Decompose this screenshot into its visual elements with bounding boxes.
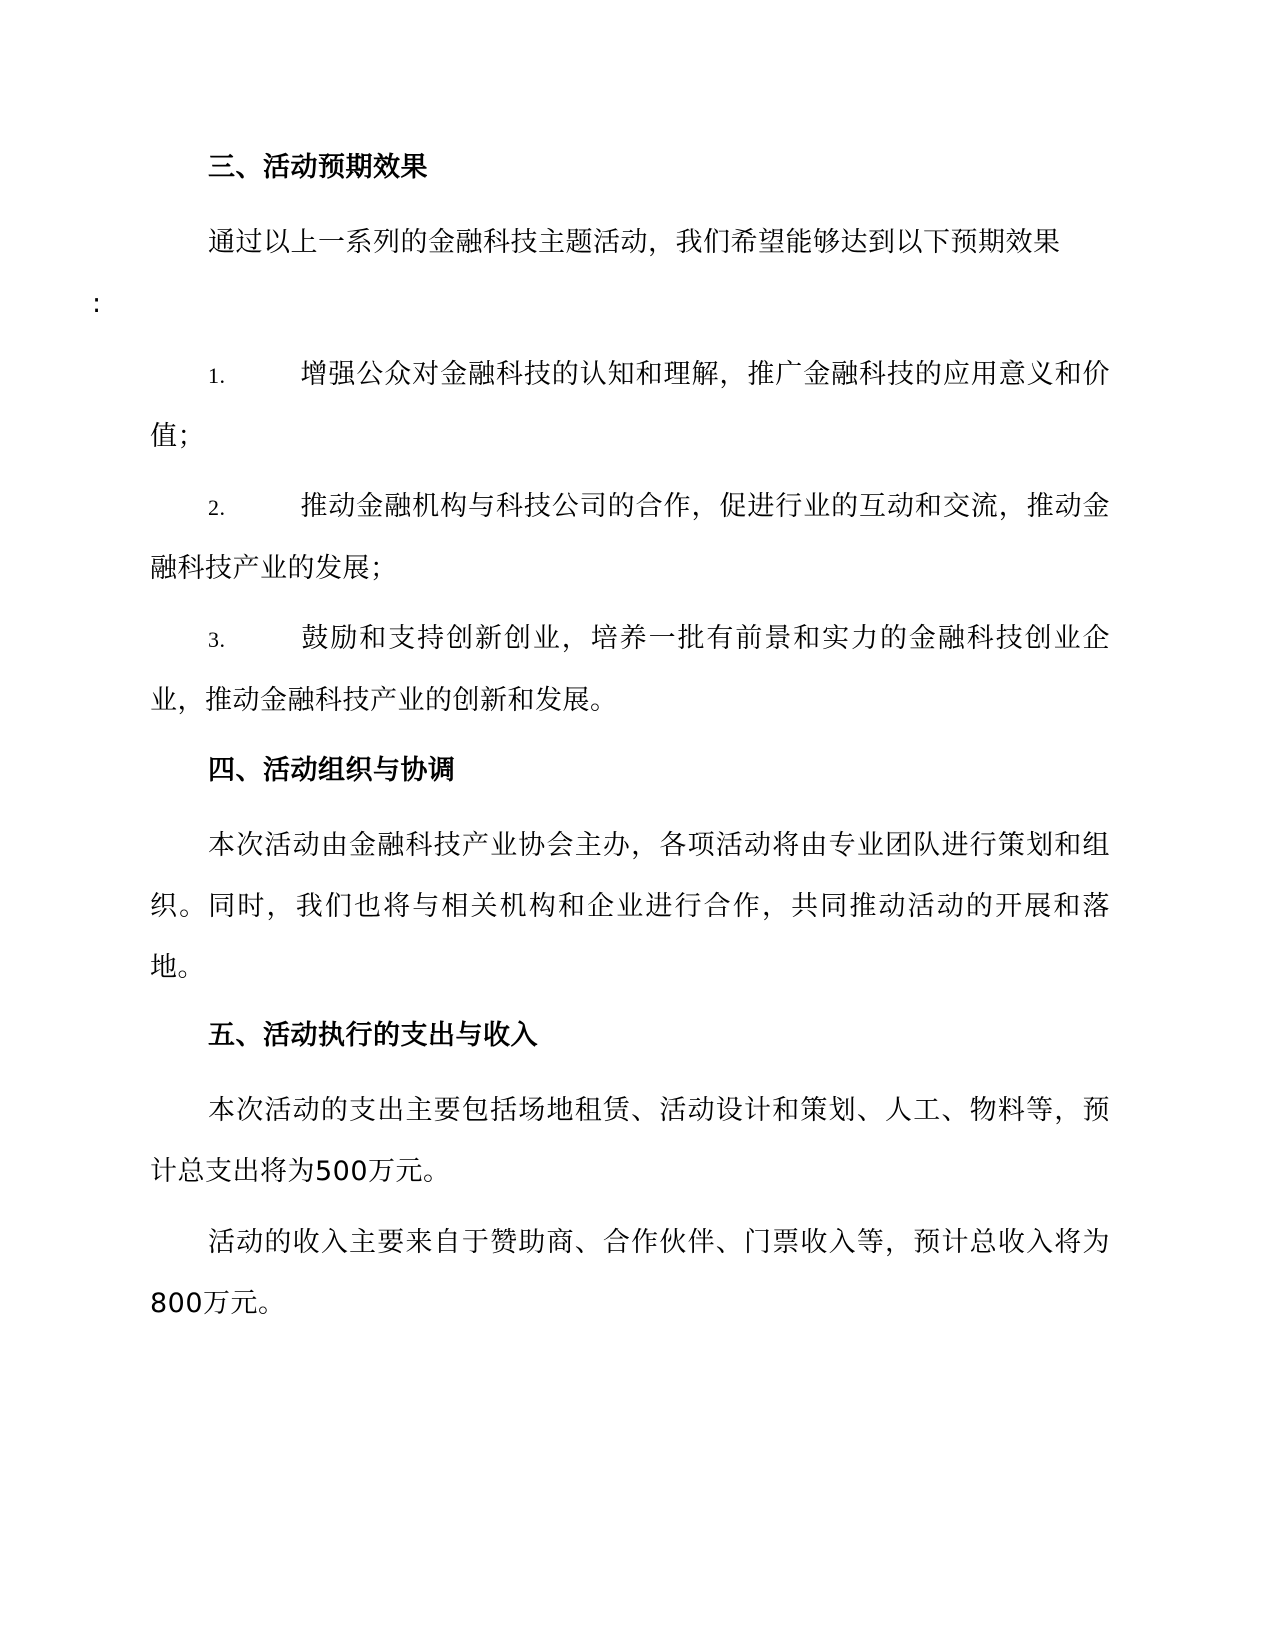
- list-item: [150, 476, 1110, 599]
- list-number: 3.: [208, 627, 226, 652]
- section-heading-expected-effects: 三、活动预期效果: [208, 152, 428, 183]
- list-number: 2.: [208, 495, 226, 520]
- expenses-paragraph: 本次活动的支出主要包括场地租赁、活动设计和策划、人工、物料等，预计总支出将为500万元。: [150, 1095, 1110, 1187]
- expected-effects-intro: [92, 212, 1110, 334]
- intro-colon: :: [92, 288, 102, 319]
- list-item-text: 增强公众对金融科技的认知和理解，推广金融科技的应用意义和价值；: [150, 359, 1110, 452]
- list-item: [150, 344, 1110, 467]
- list-item-text: 推动金融机构与科技公司的合作，促进行业的互动和交流，推动金融科技产业的发展；: [150, 491, 1110, 584]
- section-heading-budget: 五、活动执行的支出与收入: [208, 1020, 538, 1051]
- section-heading-organization: 四、活动组织与协调: [208, 755, 456, 786]
- list-item-text: 鼓励和支持创新创业，培养一批有前景和实力的金融科技创业企业，推动金融科技产业的创新和发展。: [150, 623, 1110, 716]
- intro-text: 通过以上一系列的金融科技主题活动，我们希望能够达到以下预期效果: [208, 227, 1061, 258]
- list-item: [150, 608, 1110, 731]
- organization-paragraph: 本次活动由金融科技产业协会主办，各项活动将由专业团队进行策划和组织。同时，我们也将与相关机构和企业进行合作，共同推动活动的开展和落地。: [150, 830, 1110, 983]
- list-number: 1.: [208, 363, 226, 388]
- income-paragraph: 活动的收入主要来自于赞助商、合作伙伴、门票收入等，预计总收入将为800万元。: [150, 1227, 1110, 1319]
